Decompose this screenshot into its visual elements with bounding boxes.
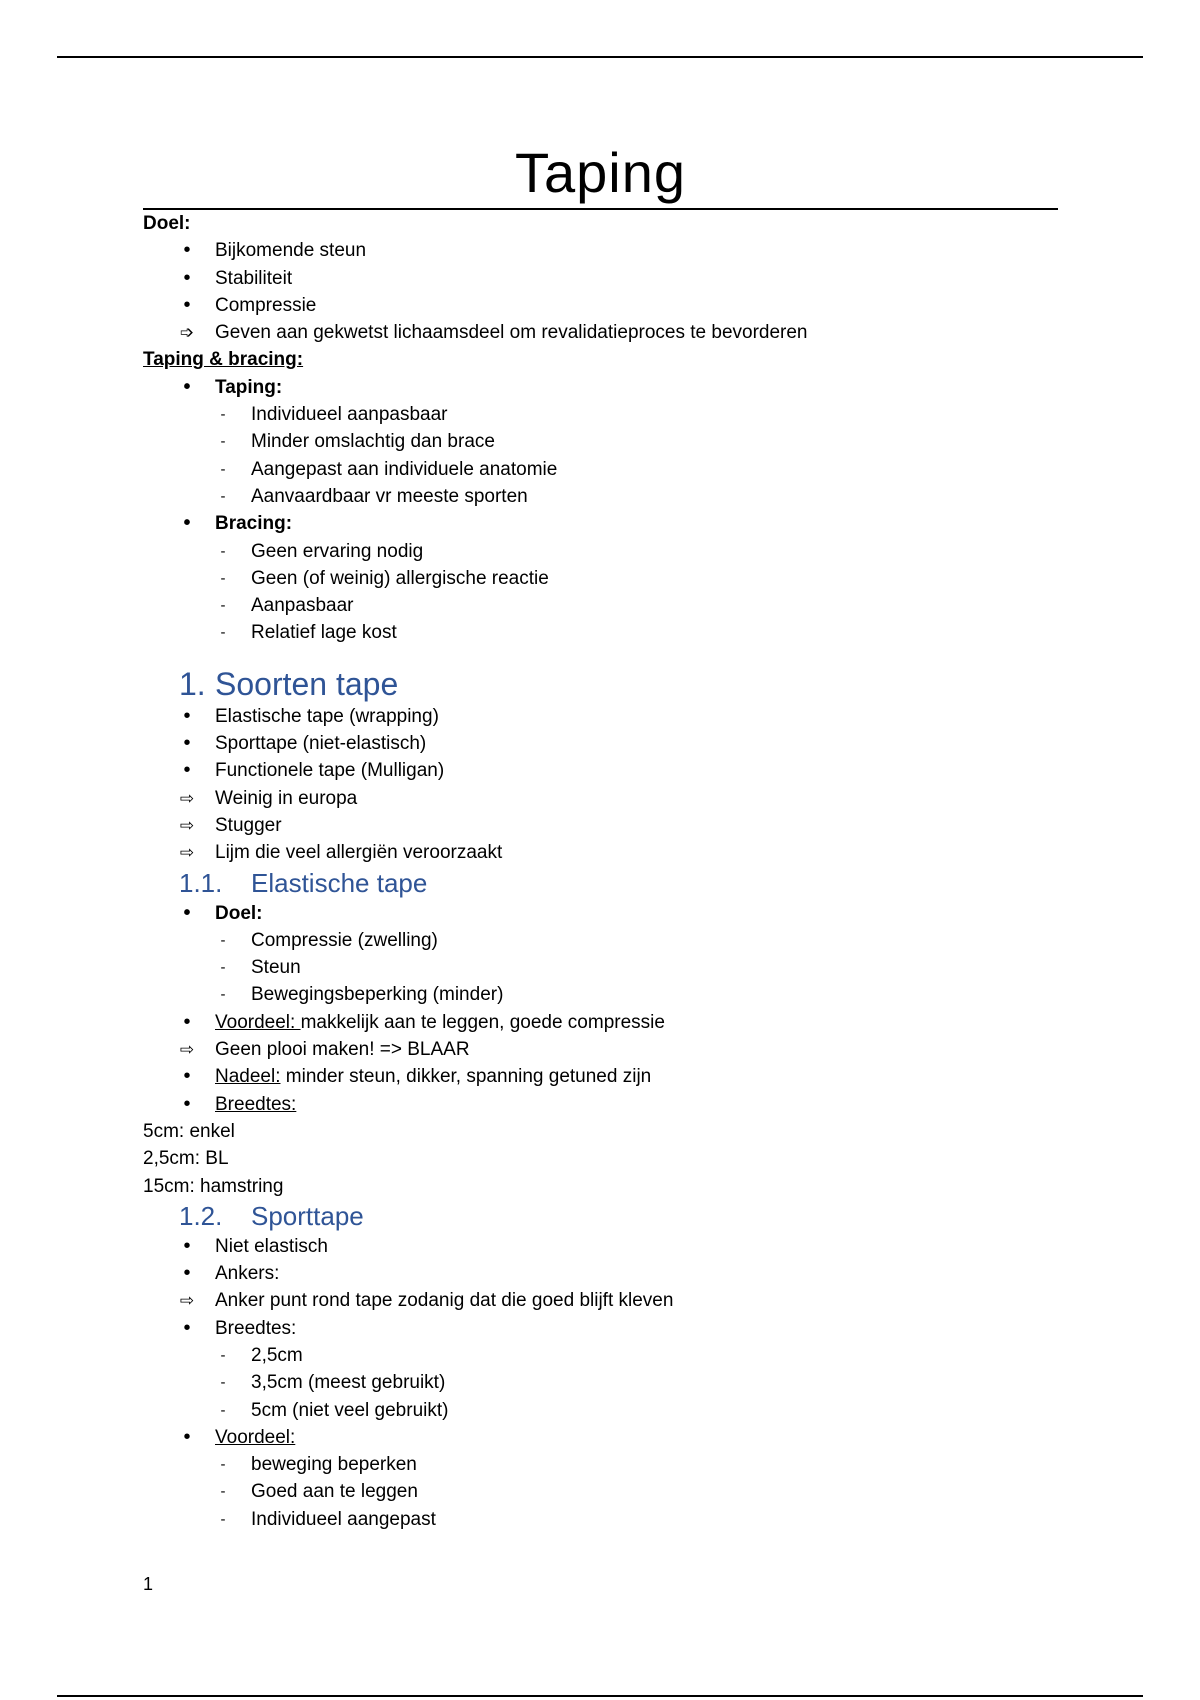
page-title: Taping [143,140,1058,210]
taping-bracing-heading: Taping & bracing: [143,349,304,371]
list-item: • Compressie [143,292,1058,319]
dash-icon: - [220,433,226,451]
arrow-item: ⇨ Lijm die veel allergiën veroorzaakt [143,839,1058,866]
dash-icon: - [220,1401,226,1419]
list-item: • Breedtes: [143,1315,1058,1342]
bullet-icon: • [183,759,191,782]
bullet-icon: • [183,1262,191,1285]
list-item: • Elastische tape (wrapping) [143,703,1058,730]
bullet-icon: • [183,1092,191,1115]
list-item: • Ankers: [143,1260,1058,1287]
list-item: • Sporttape (niet-elastisch) [143,730,1058,757]
dash-icon: - [220,986,226,1004]
dash-icon: - [220,1483,226,1501]
bullet-icon: • [183,512,191,535]
sub-item: - Steun [143,954,1058,981]
dash-icon: - [220,569,226,587]
dash-icon: - [220,1346,226,1364]
dash-icon: - [220,406,226,424]
arrow-item: ⇨ Anker punt rond tape zodanig dat die goed blijft kleven [143,1287,1058,1314]
arrow-icon: ⇨ [179,1291,195,1311]
bullet-icon: • [183,704,191,727]
arrow-icon: ⇨ [179,788,195,808]
sub-item: - Minder omslachtig dan brace [143,428,1058,455]
subsection-heading: 1.1. Elastische tape [179,867,428,898]
list-item: • Doel: [143,900,1058,927]
bullet-icon: • [183,1065,191,1088]
sub-item: - Individueel aanpasbaar [143,401,1058,428]
doel-label: Doel: [143,213,191,234]
bullet-icon: • [183,1316,191,1339]
footer-rule [57,1695,1143,1697]
page-number: 1 [143,1574,154,1594]
dash-icon: - [220,460,226,478]
dash-icon: - [220,1374,226,1392]
arrow-item: ⇨ Stugger [143,812,1058,839]
width-line: 15cm: hamstring [143,1175,284,1197]
bullet-icon: • [183,375,191,398]
dash-icon: - [220,1510,226,1528]
list-item: • Voordeel: [143,1424,1058,1451]
dash-icon: - [220,931,226,949]
header-rule [57,56,1143,58]
arrow-item: ⇨ Weinig in europa [143,785,1058,812]
list-item: • Bijkomende steun [143,237,1058,264]
sub-item: - Compressie (zwelling) [143,927,1058,954]
bullet-icon: • [183,239,191,262]
width-line: 5cm: enkel [143,1120,235,1142]
width-line: 2,5cm: BL [143,1148,229,1170]
dash-icon: - [220,542,226,560]
list-item: • Taping: [143,374,1058,401]
section-heading: 1. Soorten tape [179,665,399,702]
sub-item: - 2,5cm [143,1342,1058,1369]
bullet-icon: • [183,266,191,289]
sub-item: - Geen (of weinig) allergische reactie [143,565,1058,592]
dash-icon: - [220,624,226,642]
list-item: • Nadeel: minder steun, dikker, spanning getuned zijn [143,1063,1058,1090]
sub-item: - beweging beperken [143,1451,1058,1478]
sub-item: - 3,5cm (meest gebruikt) [143,1369,1058,1396]
list-item: • Breedtes: [143,1091,1058,1118]
dash-icon: - [220,959,226,977]
bullet-icon: • [183,901,191,924]
bullet-icon: • [183,1010,191,1033]
bullet-icon: • [183,293,191,316]
list-item: • Niet elastisch [143,1233,1058,1260]
sub-item: - Goed aan te leggen [143,1478,1058,1505]
sub-item: - Geen ervaring nodig [143,538,1058,565]
list-item: • Voordeel: makkelijk aan te leggen, goede compressie [143,1009,1058,1036]
dash-icon: - [220,487,226,505]
subsection-heading: 1.2. Sporttape [179,1200,364,1231]
dash-icon: - [220,597,226,615]
arrow-icon: ➩ [179,323,195,343]
sub-item: - Bewegingsbeperking (minder) [143,981,1058,1008]
sub-item: - Relatief lage kost [143,619,1058,646]
sub-item: - Individueel aangepast [143,1506,1058,1533]
list-item: • Bracing: [143,510,1058,537]
bullet-icon: • [183,732,191,755]
list-item: • Stabiliteit [143,265,1058,292]
arrow-item: ➩ Geven aan gekwetst lichaamsdeel om revalidatieproces te bevorderen [143,319,1058,346]
bullet-icon: • [183,1234,191,1257]
list-item: • Functionele tape (Mulligan) [143,757,1058,784]
arrow-icon: ⇨ [179,843,195,863]
sub-item: - Aangepast aan individuele anatomie [143,456,1058,483]
arrow-icon: ⇨ [179,1040,195,1060]
document-body [143,140,1058,1533]
sub-item: - Aanpasbaar [143,592,1058,619]
arrow-icon: ⇨ [179,815,195,835]
sub-item: - Aanvaardbaar vr meeste sporten [143,483,1058,510]
bullet-icon: • [183,1425,191,1448]
sub-item: - 5cm (niet veel gebruikt) [143,1397,1058,1424]
arrow-item: ⇨ Geen plooi maken! => BLAAR [143,1036,1058,1063]
dash-icon: - [220,1456,226,1474]
